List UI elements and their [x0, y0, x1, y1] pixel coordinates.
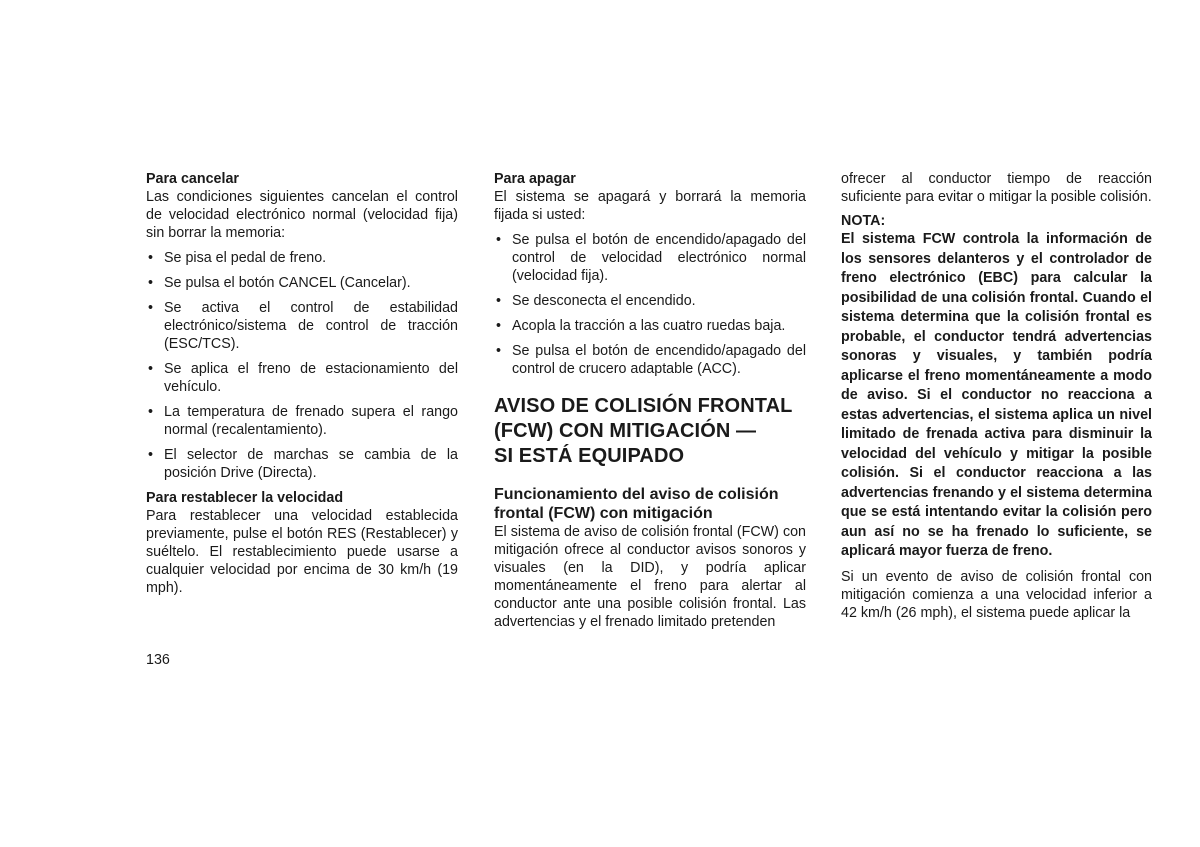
cancel-intro: Las condiciones siguientes cancelan el control de velocidad electrónico normal (velocidad fija) sin borrar la memoria: [146, 189, 458, 241]
list-item: • Se aplica el freno de estacionamiento del vehículo. [148, 361, 458, 395]
heading-para-cancelar: Para cancelar [146, 171, 239, 187]
bullet-icon: • [148, 300, 154, 316]
off-intro: El sistema se apagará y borrará la memoria fijada si usted: [494, 189, 806, 223]
page-number: 136 [146, 652, 170, 668]
subsection-title [494, 485, 806, 523]
list-item: • Se activa el control de estabilidad electrónico/sistema de control de tracción (ESC/TCS). [148, 300, 458, 352]
subsection-title-line: Funcionamiento del aviso de colisión [494, 486, 779, 503]
list-item: • Se pulsa el botón CANCEL (Cancelar). [148, 275, 411, 291]
operation-text: El sistema de aviso de colisión frontal (FCW) con mitigación ofrece al conductor avisos sonoros y visuales (en la DID), y podría aplicar momentáneamente el freno para alertar al conductor ante una posible colisión frontal. Las advertencias y el frenado limitado pretenden [494, 524, 806, 630]
right-column [841, 170, 1152, 622]
list-item: • Se desconecta el encendido. [496, 293, 696, 309]
section-title [494, 394, 806, 469]
bullet-icon: • [148, 250, 154, 266]
heading-para-restablecer: Para restablecer la velocidad [146, 490, 344, 506]
bullet-icon: • [148, 447, 154, 463]
list-item: • La temperatura de frenado supera el rango normal (recalentamiento). [148, 404, 458, 438]
middle-column [494, 170, 806, 631]
bullet-icon: • [496, 318, 502, 334]
note-text: El sistema FCW controla la información de los sensores delanteros y el controlador de freno electrónico (EBC) para calcular la posibilidad de una colisión frontal. Cuando el sistema determina que la colisión frontal es probable, el conductor tendrá advertencias sonoras y visuales, y también podría aplicarse el freno momentáneamente a modo de aviso. Si el conductor no reacciona a estas advertencias, el sistema aplica un nivel limitado de frenada activa para disminuir la velocidad del vehículo y mitigar la posible colisión. Si el conductor reacciona a las advertencias frenando y el sistema determina que se está intentando evitar la colisión pero aun así no se ha frenado lo suficiente, se aplicará mayor fuerza de freno. [841, 231, 1152, 559]
final-text: Si un evento de aviso de colisión frontal con mitigación comienza a una velocidad inferior a 42 km/h (26 mph), el sistema puede aplicar la [841, 568, 1152, 621]
section-title-line: SI ESTÁ EQUIPADO [494, 445, 685, 467]
list-item: • Se pulsa el botón de encendido/apagado del control de velocidad electrónico normal (velocidad fija). [496, 232, 806, 284]
left-column [146, 170, 458, 597]
bullet-icon: • [496, 232, 502, 248]
list-item: • Se pisa el pedal de freno. [148, 250, 327, 266]
bullet-icon: • [496, 293, 502, 309]
restore-text: Para restablecer una velocidad establecida previamente, pulse el botón RES (Restablecer) y suéltelo. El restablecimiento puede usarse a cualquier velocidad por encima de 30 km/h (19 mph). [146, 508, 458, 596]
bullet-icon: • [148, 404, 154, 420]
cancel-list [146, 249, 458, 482]
section-title-line: AVISO DE COLISIÓN FRONTAL [494, 395, 793, 417]
bullet-icon: • [148, 361, 154, 377]
list-item: • Se pulsa el botón de encendido/apagado del control de crucero adaptable (ACC). [496, 343, 806, 377]
continuation-text: ofrecer al conductor tiempo de reacción suficiente para evitar o mitigar la posible colisión. [841, 171, 1152, 205]
list-item: • Acopla la tracción a las cuatro ruedas baja. [496, 318, 786, 334]
off-list [494, 231, 806, 378]
section-title-line: (FCW) CON MITIGACIÓN — [494, 420, 757, 442]
bullet-icon: • [148, 275, 154, 291]
note-label: NOTA: [841, 213, 886, 229]
heading-para-apagar: Para apagar [494, 171, 576, 187]
subsection-title-line: frontal (FCW) con mitigación [494, 505, 713, 522]
bullet-icon: • [496, 343, 502, 359]
list-item: • El selector de marchas se cambia de la posición Drive (Directa). [148, 447, 458, 481]
